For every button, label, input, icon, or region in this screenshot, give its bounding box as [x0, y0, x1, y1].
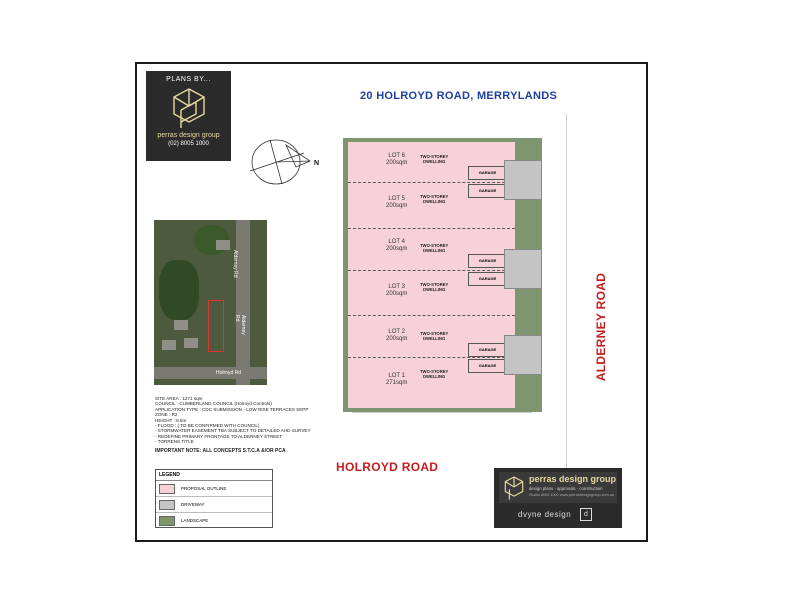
- legend-swatch-driveway: [159, 500, 175, 510]
- pdg-logo-mark-icon: [170, 86, 208, 130]
- lot-6: [348, 142, 515, 182]
- lot-name: LOT 6: [388, 153, 405, 159]
- driveway-lots-1-2: [504, 335, 542, 375]
- north-compass-icon: [248, 137, 328, 187]
- dwelling-label: DWELLING: [422, 248, 446, 253]
- site-title: 20 HOLROYD ROAD, MERRYLANDS: [360, 90, 558, 102]
- garage-lot-6: GARAGE: [468, 166, 507, 180]
- dwelling-label: TWO-STOREY: [420, 243, 449, 248]
- note-line: - TORRENS TITLE: [155, 439, 194, 445]
- footer-brand-name: perras design group: [529, 474, 617, 484]
- note-line: SITE AREA : 1271 sqm: [155, 396, 203, 401]
- important-note: IMPORTANT NOTE: ALL CONCEPTS S.T.C.A &/OR PCA: [155, 447, 286, 454]
- lot-2: [348, 315, 515, 358]
- lot-1: [348, 357, 515, 408]
- note-line: - FLOOD : ( TO BE CONFIRMED WITH COUNCIL): [155, 423, 260, 429]
- note-line: COUNCIL : CUMBERLAND COUNCIL (Holroyd Controls): [155, 401, 272, 407]
- logo-phone: (02) 8005 1000: [168, 141, 209, 147]
- driveway-lots-5-6: [504, 160, 542, 200]
- holroyd-road-edge: [352, 412, 532, 413]
- garage-lot-1: GARAGE: [468, 359, 507, 373]
- dvyne-design-name: dvyne design: [518, 510, 572, 519]
- legend-swatch-landscape: [159, 516, 175, 526]
- plans-by-logo: [146, 71, 231, 161]
- lot-name: LOT 3: [388, 284, 405, 290]
- lot-area: 200sqm: [386, 203, 408, 209]
- alderney-road-edge: [566, 114, 567, 473]
- dwelling-label: TWO-STOREY: [420, 369, 449, 374]
- dwelling-label: DWELLING: [422, 287, 446, 292]
- footer-tagline: design plans · approvals · construction: [529, 486, 603, 491]
- lot-3: [348, 270, 515, 316]
- alderney-road-label: ALDERNEY ROAD: [594, 272, 608, 382]
- dwelling-label: DWELLING: [422, 374, 446, 379]
- legend-item: [156, 513, 272, 528]
- garage-lot-5: GARAGE: [468, 184, 507, 198]
- dwelling-label: DWELLING: [422, 336, 446, 341]
- lot-area: 271sqm: [386, 380, 408, 386]
- compass-north-label: N: [314, 160, 320, 167]
- dwelling-label: DWELLING: [422, 159, 446, 164]
- lot-name: LOT 2: [388, 329, 405, 335]
- lot-area: 200sqm: [386, 160, 408, 166]
- aerial-street-label-holroyd: Holroyd Rd: [216, 370, 242, 376]
- site-notes: [155, 396, 311, 454]
- footer-logo: [494, 468, 622, 528]
- lot-area: 200sqm: [386, 336, 408, 342]
- plans-by-label: PLANS BY...: [166, 76, 211, 83]
- legend: [155, 469, 273, 528]
- logo-brand-name: perras design group: [157, 132, 220, 139]
- dvyne-mark-icon: d: [580, 508, 592, 521]
- dwelling-label: TWO-STOREY: [420, 154, 449, 159]
- note-line: APPLICATION TYPE : CDC SUBMISSION - LOW RISE TERRACES SEPP: [155, 406, 309, 412]
- holroyd-road-label: HOLROYD ROAD: [336, 460, 439, 474]
- site-outline: [208, 300, 224, 352]
- legend-heading: LEGEND: [156, 470, 272, 481]
- aerial-site-photo: [154, 220, 267, 385]
- driveway-lots-3-4: [504, 249, 542, 289]
- note-line: ZONE : R2: [155, 412, 178, 418]
- pdg-logo-panel: [499, 472, 617, 503]
- garage-lot-3: GARAGE: [468, 272, 507, 286]
- lot-5: [348, 182, 515, 229]
- note-line: HEIGHT : 8.5m: [155, 417, 187, 423]
- lot-4: [348, 228, 515, 271]
- dwelling-label: DWELLING: [422, 199, 446, 204]
- note-line: - REDEFINE PRIMARY FRONTAGE TO ALDERNEY STREET: [155, 433, 283, 439]
- lot-name: LOT 5: [388, 196, 405, 202]
- note-line: - STORMWATER EASEMENT TBA SUBJECT TO DETAILED AHD SURVEY: [155, 428, 311, 434]
- legend-swatch-proposal: [159, 484, 175, 494]
- dwelling-label: TWO-STOREY: [420, 331, 449, 336]
- aerial-street-label-alderney: Alderney Rd: [232, 250, 238, 278]
- lot-name: LOT 4: [388, 239, 405, 245]
- garage-lot-4: GARAGE: [468, 254, 507, 268]
- dwelling-label: TWO-STOREY: [420, 282, 449, 287]
- legend-label: DRIVEWAY: [181, 502, 205, 507]
- site-plan: [343, 138, 542, 412]
- garage-lot-2: GARAGE: [468, 343, 507, 357]
- legend-label: LANDSCAPE: [181, 518, 209, 523]
- lot-area: 200sqm: [386, 246, 408, 252]
- legend-label: PROPOSAL OUTLINE: [181, 486, 227, 491]
- footer-contact: Studio 8005 1000 www.perrasdesigngroup.com.au: [529, 493, 615, 497]
- lot-name: LOT 1: [388, 373, 405, 379]
- legend-item: [156, 497, 272, 513]
- lot-area: 200sqm: [386, 291, 408, 297]
- pdg-logo-mark-icon: [503, 475, 525, 501]
- legend-item: [156, 481, 272, 497]
- aerial-street-label-alderney-2: Alderney Rd: [234, 315, 246, 335]
- dwelling-label: TWO-STOREY: [420, 194, 449, 199]
